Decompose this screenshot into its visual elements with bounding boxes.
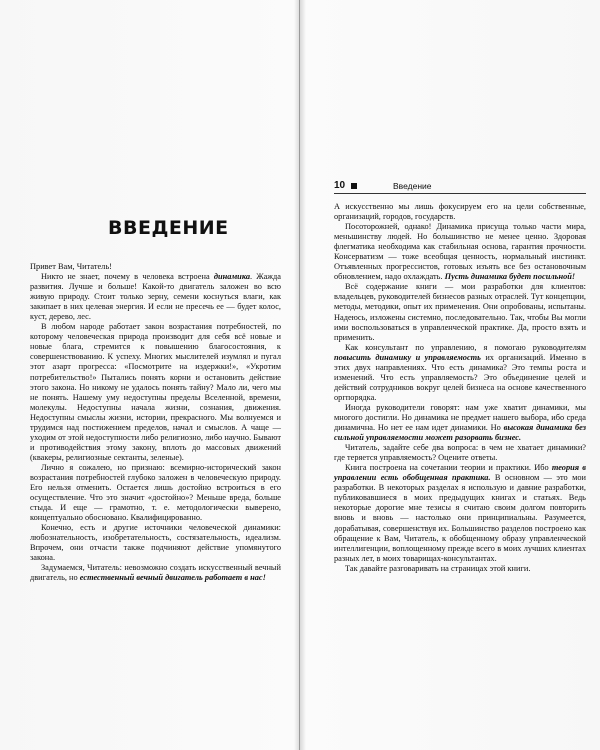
- paragraph: Всё содержание книги — мои разработки для клиентов: владельцев, руководителей бизнесов разных отраслей. Тут концепции, методы, методики, опыт их применения. Они опробованы, испытаны. Надеюсь, изложены системно, последовательно. Так, чтобы Вы могли ими воспользоваться в управленческой практике. Да, просто взять и применить.: [334, 282, 586, 342]
- left-page: [0, 0, 299, 750]
- paragraph: Так давайте разговаривать на страницах этой книги.: [345, 563, 531, 573]
- paragraph: Иногда руководители говорят: нам уже хватит динамики, мы многого достигли. Но динамика не предмет нашего выбора, ибо среда динамична. Но нет ее нам идет динамики. Но высокая динамика без сильной управляемости может разорвать бизнес.: [334, 402, 586, 443]
- paragraph: В любом народе работает закон возрастания потребностей, по которому человеческая природа производит для себя всё новые и новые блага, стремится к повышению благосостояния, к совершенствованию. К успеху. Многих мыслителей изумлял и пугал этот азарт прогресса: «Посмотрите на издержки!», «Укротим потребительство!» Пытались понять корни и остановить действие этого закона. Но никому не удалось понять тайну? Мало ли, чего мы не понять. Нашему уму недоступны пределы Вселенной, времени, молекулы. Недоступны начала жизни, сознания, движения. Недоступны смыслы жизни, истории, прекрасного. Мы волнуемся и трудимся над постижением пределов, начал и смыслов. А чаще — уходим от этой недоступности либо религиозно, либо научно. Бывают и противодействия этому закону, вплоть до массовых движений (квакеры, религиозные сектанты, зеленые).: [30, 322, 281, 462]
- paragraph: Посоторожней, однако! Динамика присуща только части мира, меньшинству людей. Но большинство не менее ценно. Здоровая флегматика необходима как стабильная основа, гарантия прочности. Консерватизм — тоже всеобщая ценность, нормальный инстинкт. Отъявленных прогрессистов, готовых изъять все без остановочным обновлением, надо охлаждать. Пусть динамика будет посильной!: [334, 222, 586, 282]
- emphasis: естественный вечный двигатель работает в нас!: [79, 573, 266, 583]
- paragraph: Задумаемся, Читатель: невозможно создать искусственный вечный двигатель, но естественный вечный двигатель работает в нас!: [30, 563, 281, 583]
- paragraph: Как консультант по управлению, я помогаю руководителям повысить динамику и управляемость их организаций. Именно в этих двух направлениях. Что есть динамика? Это темпы роста и изменений. Что есть управляемость? Это объединение целей и действий сотрудников вокруг целей бизнеса на основе качественного оргпорядка.: [334, 342, 586, 402]
- left-page-text: [30, 262, 281, 584]
- paragraph: Лично я сожалею, но признаю: всемирно-исторический закон возрастания потребностей глубоко заложен в человеческую природу. Его нельзя отменить. Остается лишь достойно встроиться в его осуществление. Что это значит «достойно»? Меньше вреда, больше стыда. И еще — грамотно, т. е. методологически выверено, концептуально обосновано. Квалифицированно.: [30, 462, 281, 523]
- page-number: 10: [334, 180, 346, 191]
- emphasis: высокая динамика без сильной управляемости может разорвать бизнес.: [334, 423, 586, 443]
- paragraph: Читатель, задайте себе два вопроса: в чем не хватает динамики? где теряется управляемость? Оцените ответы.: [334, 443, 586, 463]
- paragraph: Привет Вам, Читатель!: [30, 262, 112, 271]
- header-rule: [334, 193, 586, 194]
- paragraph: Никто не знает, почему в человека встроена динамика. Жажда развития. Лучше и больше! Какой-то двигатель заложен во всю живую природу. Стоит только зерну, семени коснуться влаги, как закипает в них целевая энергия. И если не пресечь ее — будет колос, куст, дерево, лес.: [30, 272, 281, 322]
- paragraph: Книга построена на сочетании теории и практики. Ибо теория в управлении есть обобщенная практика. В основном — это мои разработки. В некоторых разделах я использую и давние разработки, публиковавшиеся в моих предыдущих книгах и статьях. Ведь некоторые дорогие мне тезисы я считаю своим долгом повторить вновь и вновь — настолько они принципиальны. Разумеется, дорабатывая, совершенствуя их. Большинство разделов построено как обращение к Вам, Читатель, к обобщенному образу управленческой интеллигенции, воплощенному прежде всего в моих лучших клиентах разных лет, в моих товарищах-консультантах.: [334, 463, 586, 563]
- emphasis: динамика: [213, 272, 251, 282]
- emphasis: Пусть динамика будет посильной!: [444, 272, 576, 282]
- paragraph: Конечно, есть и другие источники человеческой динамики: любознательность, изобретательность, состязательность, идеализм. Впрочем, они отчасти также подчиняют действие упомянутого закона.: [30, 523, 281, 563]
- right-page-text: [334, 202, 586, 574]
- running-head-title: Введение: [393, 181, 432, 191]
- emphasis: повысить динамику и управляемость: [334, 352, 481, 362]
- square-bullet-icon: [351, 183, 357, 189]
- paragraph: А искусственно мы лишь фокусируем его на цели собственные, организаций, городов, государств.: [334, 202, 586, 222]
- chapter-title: ВВЕДЕНИЕ: [108, 217, 229, 239]
- running-head: [334, 180, 586, 193]
- emphasis: теория в управлении есть обобщенная практика.: [334, 463, 586, 483]
